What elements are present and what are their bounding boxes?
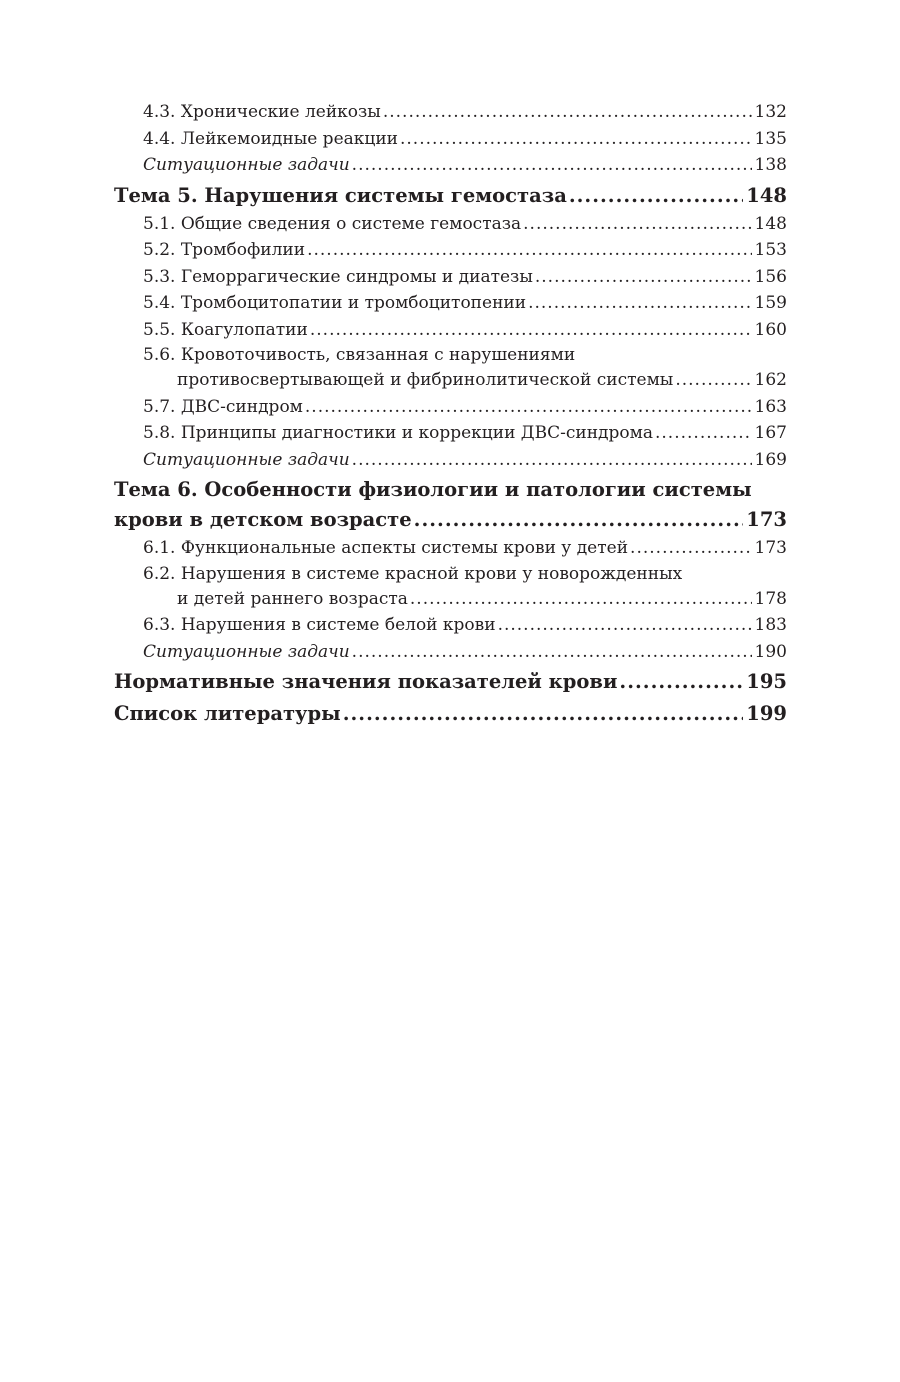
toc-entry[interactable] [114, 126, 787, 153]
toc-page-number: 138 [754, 155, 787, 175]
toc-leader-dots [352, 152, 752, 179]
toc-page-number: 199 [746, 702, 787, 725]
toc-topic-entry[interactable] [114, 699, 787, 729]
toc-entry-label: 5.7. ДВС-синдром [143, 396, 303, 417]
toc-page-number: 148 [746, 183, 787, 207]
toc-entry-label: 5.4. Тромбоцитопатии и тромбоцитопении [143, 293, 527, 313]
toc-entry[interactable] [114, 367, 787, 394]
toc-page-number: 167 [754, 423, 787, 443]
toc-leader-dots [675, 367, 751, 394]
toc-page-number: 153 [754, 240, 787, 260]
toc-entry[interactable] [114, 152, 787, 179]
toc-topic-entry[interactable] [114, 505, 787, 535]
toc-leader-dots [414, 505, 744, 535]
toc-entry-label: 5.8. Принципы диагностики и коррекции ДВС-синдрома [143, 423, 653, 443]
toc-entry-label: 5.2. Тромбофилии [143, 240, 306, 260]
toc-entry-label: и детей раннего возраста [177, 588, 408, 609]
toc-entry[interactable] [114, 394, 787, 421]
toc-entry-label: Ситуационные задачи [143, 449, 350, 470]
toc-page-number: 183 [754, 615, 787, 635]
toc-entry-label: 5.1. Общие сведения о системе гемостаза [143, 213, 522, 234]
toc-leader-dots [630, 535, 752, 562]
toc-entry[interactable] [114, 317, 787, 344]
toc-entry-label: 4.3. Хронические лейкозы [143, 102, 381, 122]
toc-entry-label: 6.1. Функциональные аспекты системы крови у детей [143, 538, 629, 558]
table-of-contents [114, 99, 787, 729]
toc-entry[interactable] [114, 290, 787, 317]
toc-page-number: 135 [754, 128, 787, 149]
toc-topic-entry[interactable] [114, 667, 787, 697]
toc-entry-label-line1[interactable]: 5.6. Кровоточивость, связанная с нарушениями [143, 345, 576, 365]
toc-page-number: 190 [754, 641, 787, 662]
toc-page-number: 162 [754, 370, 787, 390]
toc-topic-label: Тема 5. Нарушения системы гемостаза [114, 183, 567, 207]
toc-entry-label-line1[interactable]: 6.2. Нарушения в системе красной крови у новорожденных [143, 563, 683, 584]
toc-page-number: 159 [754, 293, 787, 313]
toc-page-number: 173 [746, 508, 787, 531]
toc-page-number: 173 [754, 538, 787, 558]
toc-entry[interactable] [114, 99, 787, 126]
toc-entry[interactable] [114, 211, 787, 238]
toc-leader-dots [352, 639, 752, 666]
toc-entry-label: 5.5. Коагулопатии [143, 319, 308, 340]
toc-leader-dots [400, 126, 752, 153]
toc-entry[interactable] [114, 420, 787, 447]
toc-leader-dots [498, 612, 752, 639]
toc-leader-dots [343, 699, 744, 729]
toc-leader-dots [619, 667, 743, 697]
toc-leader-dots [310, 317, 752, 344]
toc-page-number: 156 [754, 266, 787, 287]
toc-topic-entry[interactable] [114, 181, 787, 211]
toc-leader-dots [569, 181, 743, 211]
toc-page-number: 148 [754, 213, 787, 234]
toc-entry-label: 6.3. Нарушения в системе белой крови [143, 615, 496, 635]
toc-entry[interactable] [114, 639, 787, 666]
toc-page-number: 163 [754, 396, 787, 417]
toc-leader-dots [528, 290, 751, 317]
toc-entry-label: 4.4. Лейкемоидные реакции [143, 128, 398, 149]
toc-entry[interactable] [114, 264, 787, 291]
toc-page-number: 195 [746, 670, 787, 693]
toc-leader-dots [383, 99, 752, 126]
toc-leader-dots [307, 237, 751, 264]
toc-page-number: 160 [754, 319, 787, 340]
toc-topic-label: Список литературы [114, 702, 341, 725]
toc-leader-dots [305, 394, 752, 421]
toc-entry[interactable] [114, 237, 787, 264]
toc-entry-label: Ситуационные задачи [143, 155, 350, 175]
toc-leader-dots [352, 447, 752, 474]
toc-entry-label: 5.3. Геморрагические синдромы и диатезы [143, 266, 533, 287]
toc-entry[interactable] [114, 535, 787, 562]
toc-topic-label: Нормативные значения показателей крови [114, 670, 618, 693]
toc-topic-label-line1[interactable]: Тема 6. Особенности физиологии и патологии системы [114, 478, 752, 501]
toc-leader-dots [410, 586, 752, 613]
toc-entry[interactable] [114, 586, 787, 613]
toc-entry-label: противосвертывающей и фибринолитической системы [177, 370, 674, 390]
toc-entry[interactable] [114, 612, 787, 639]
toc-entry-label: Ситуационные задачи [143, 641, 350, 662]
toc-leader-dots [655, 420, 752, 447]
toc-topic-label: крови в детском возрасте [114, 508, 412, 531]
toc-page-number: 132 [754, 102, 787, 122]
toc-entry[interactable] [114, 447, 787, 474]
toc-page-number: 169 [754, 449, 787, 470]
toc-leader-dots [535, 264, 752, 291]
toc-page-number: 178 [754, 588, 787, 609]
toc-leader-dots [523, 211, 751, 238]
